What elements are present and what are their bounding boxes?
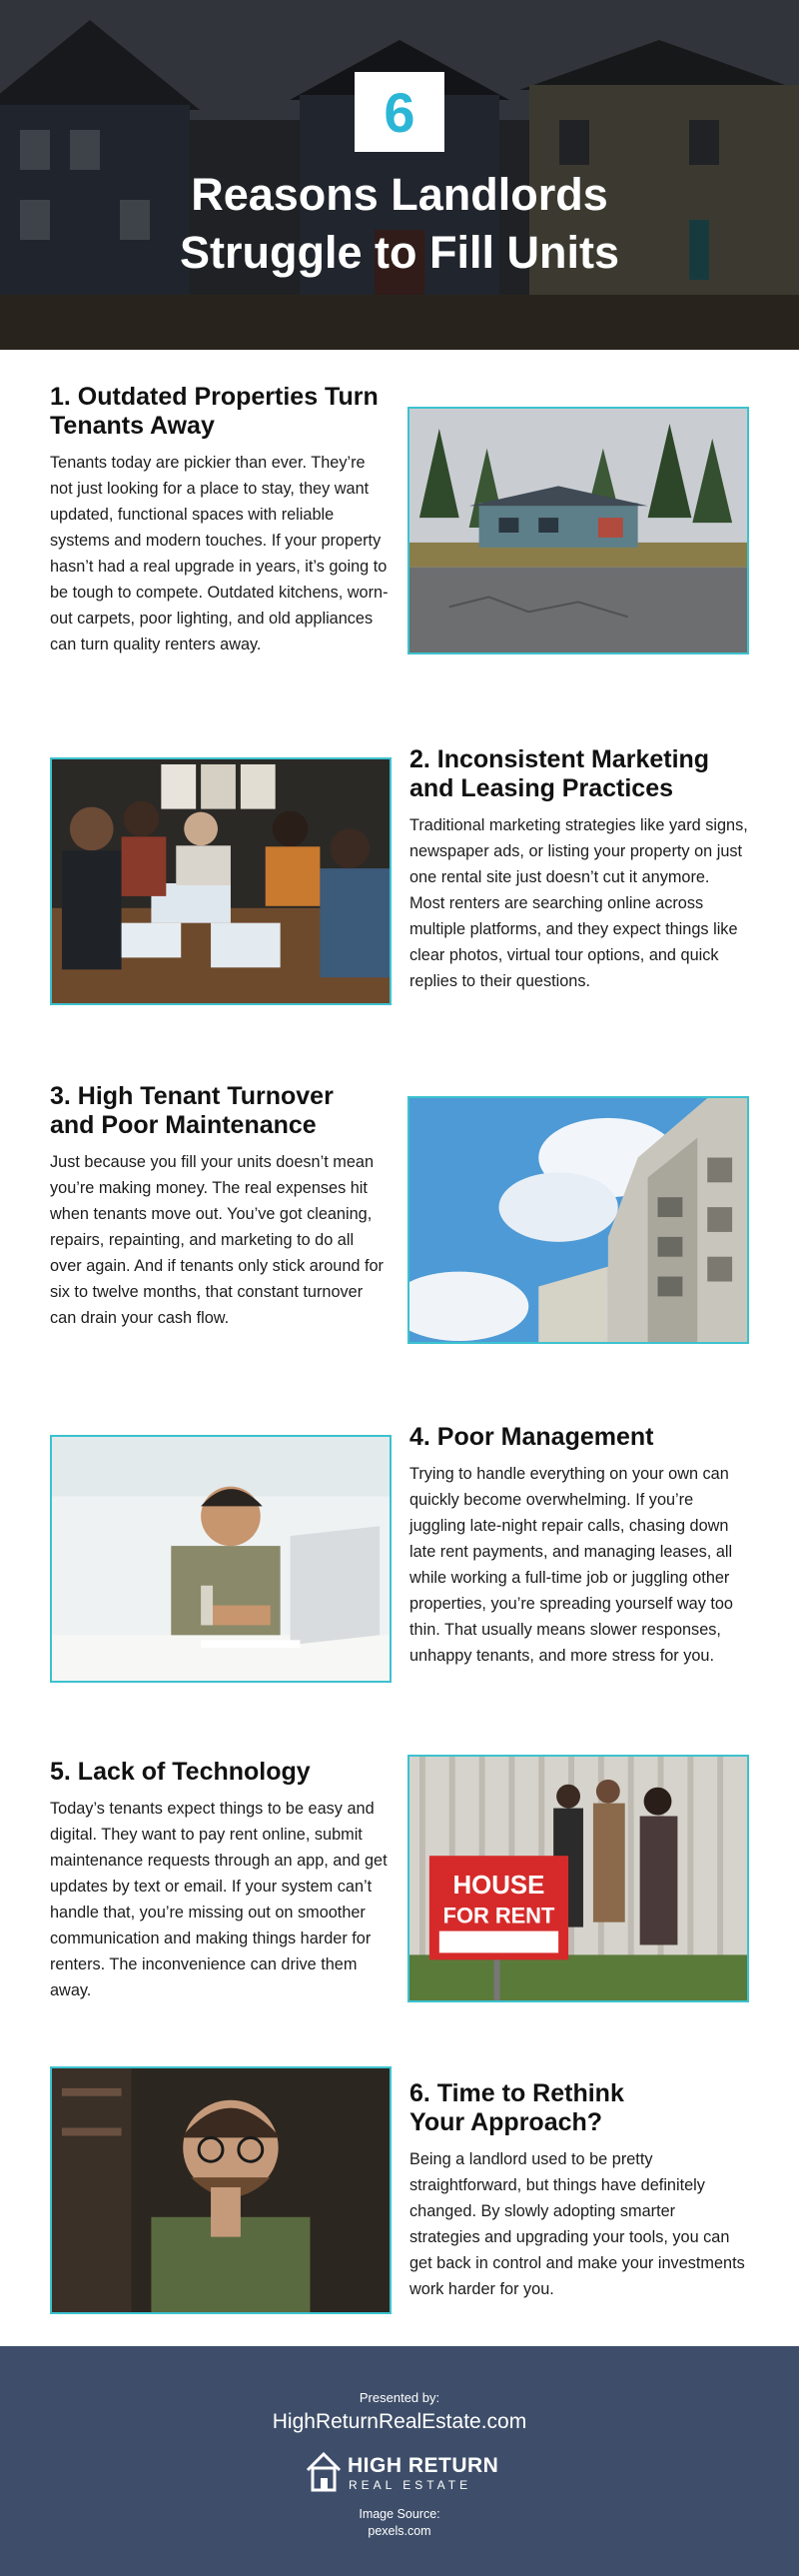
page-title-line-1: Reasons Landlords xyxy=(191,169,608,220)
section-tenant-turnover xyxy=(0,1079,799,1369)
footer xyxy=(0,2346,799,2576)
section-5-text xyxy=(50,1758,390,2003)
section-4-body: Trying to handle everything on your own can quickly become overwhelming. If you’re juggling late-night repair calls, chasing down late rent payments, and managing leases, all while working a full-time job or juggling other properties, you’re spreading yourself way too thin. That usually means slower responses, unhappy tenants, and more stress for you. xyxy=(409,1465,733,1665)
section-2-body: Traditional marketing strategies like yard signs, newspaper ads, or listing your property on just one rental site just doesn’t cut it anymore. Most renters are searching online across multiple platforms, and they expect things like clear photos, virtual tour options, and quick replies to their questions. xyxy=(409,816,748,990)
thinking-man-illustration xyxy=(52,2068,390,2312)
section-5-heading xyxy=(50,1758,390,1787)
section-6-heading-line-1: 6. Time to Rethink xyxy=(409,2079,624,2107)
section-3-heading-line-2: and Poor Maintenance xyxy=(50,1111,317,1139)
for-rent-sign-illustration xyxy=(409,1757,747,2000)
image-source-value[interactable]: pexels.com xyxy=(368,2524,431,2538)
building-illustration xyxy=(409,1098,747,1342)
website-link[interactable]: HighReturnRealEstate.com xyxy=(272,2410,527,2433)
section-3-heading-line-1: 3. High Tenant Turnover xyxy=(50,1082,334,1110)
company-logo xyxy=(300,2450,499,2496)
section-lack-of-technology xyxy=(0,1755,799,2044)
section-4-text xyxy=(409,1423,749,1669)
house-photo xyxy=(407,407,749,654)
section-2-heading-line-1: 2. Inconsistent Marketing xyxy=(409,745,710,773)
house-illustration xyxy=(409,409,747,652)
section-6-heading xyxy=(409,2079,749,2137)
image-source-label: Image Source: xyxy=(359,2507,440,2521)
section-1-heading-line-1: 1. Outdated Properties Turn xyxy=(50,383,379,411)
section-5-heading-line-1: 5. Lack of Technology xyxy=(50,1758,311,1786)
section-3-text xyxy=(50,1082,390,1331)
building-photo xyxy=(407,1096,749,1344)
section-poor-management xyxy=(0,1417,799,1707)
section-2-heading-line-2: and Leasing Practices xyxy=(409,774,674,802)
presented-by-label: Presented by: xyxy=(359,2390,440,2405)
stressed-man-illustration xyxy=(52,1437,390,1681)
thinking-man-photo xyxy=(50,2066,392,2314)
section-6-heading-line-2: Your Approach? xyxy=(409,2108,603,2136)
section-6-body: Being a landlord used to be pretty straightforward, but things have definitely changed. By slowly adopting smarter strategies and upgrading your tools, you can get back in control and make your investments work harder for you. xyxy=(409,2150,745,2298)
logo-text-sub: REAL ESTATE xyxy=(349,2478,472,2492)
section-1-heading xyxy=(50,383,390,441)
page-title xyxy=(0,166,799,282)
meeting-photo xyxy=(50,757,392,1005)
section-1-heading-line-2: Tenants Away xyxy=(50,412,215,440)
hero-number-badge: 6 xyxy=(355,72,444,152)
house-for-rent-photo xyxy=(407,1755,749,2002)
section-1-text xyxy=(50,383,390,657)
section-inconsistent-marketing xyxy=(0,739,799,1029)
section-rethink-approach xyxy=(0,2066,799,2356)
section-3-heading xyxy=(50,1082,390,1140)
section-1-body: Tenants today are pickier than ever. They’re not just looking for a place to stay, they want updated, functional spaces with reliable systems and modern touches. If your property hasn’t had a real upgrade in years, it’s going to be tough to compete. Outdated kitchens, worn-out carpets, poor lighting, and old appliances can turn quality renters away. xyxy=(50,454,389,653)
stressed-man-photo xyxy=(50,1435,392,1683)
page-title-line-2: Struggle to Fill Units xyxy=(180,227,619,278)
sign-text-line-2: FOR RENT xyxy=(442,1903,555,1929)
section-2-text xyxy=(409,745,749,994)
image-source xyxy=(0,2506,799,2540)
section-3-body: Just because you fill your units doesn’t mean you’re making money. The real expenses hit when tenants move out. You’ve got cleaning, repairs, repainting, and marketing to do all over again. And if tenants only stick around for six to twelve months, that constant turnover can drain your cash flow. xyxy=(50,1153,384,1327)
sign-text-line-1: HOUSE xyxy=(452,1871,545,1900)
section-outdated-properties xyxy=(0,380,799,669)
section-4-heading-line-1: 4. Poor Management xyxy=(409,1423,654,1451)
section-2-heading xyxy=(409,745,749,803)
house-logo-icon xyxy=(304,2450,344,2494)
hero-banner xyxy=(0,0,799,350)
section-5-body: Today’s tenants expect things to be easy and digital. They want to pay rent online, submit maintenance requests through an app, and get updates by text or email. If your system can’t handle that, you’re missing out on smoother communication and making things harder for renters. The inconvenience can drive them away. xyxy=(50,1800,388,1999)
section-6-text xyxy=(409,2079,749,2302)
section-4-heading xyxy=(409,1423,749,1452)
meeting-illustration xyxy=(52,759,390,1003)
logo-text-main: HIGH RETURN xyxy=(348,2454,499,2477)
